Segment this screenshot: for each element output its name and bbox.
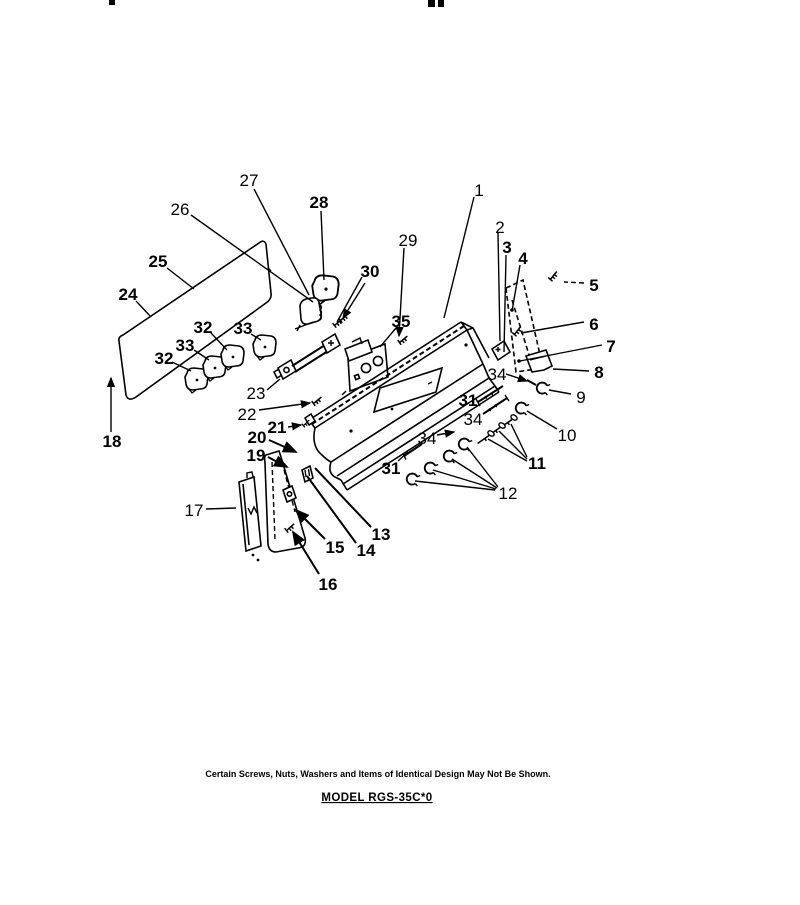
- leader-line: [549, 390, 571, 394]
- leader-line: [268, 457, 287, 467]
- leader-line: [167, 268, 194, 289]
- callout-5: 5: [589, 276, 599, 295]
- callout-33: 33: [175, 336, 195, 355]
- callout-28: 28: [309, 193, 329, 212]
- leader-line: [337, 277, 365, 322]
- callout-33: 33: [233, 319, 253, 338]
- retaining-clip: [424, 461, 439, 475]
- surface-switch-assembly: [342, 336, 408, 395]
- callout-16: 16: [318, 575, 338, 594]
- leader-line: [444, 197, 474, 318]
- retaining-clip: [458, 437, 473, 451]
- callout-13: 13: [371, 525, 391, 544]
- callout-6: 6: [589, 315, 599, 334]
- callout-20: 20: [247, 428, 267, 447]
- cropped-text-fragment: [109, 0, 444, 7]
- footer: [205, 769, 550, 804]
- callout-31: 31: [381, 459, 401, 478]
- leader-line: [288, 425, 301, 427]
- callout-2: 2: [495, 218, 505, 237]
- callout-31: 31: [458, 391, 478, 410]
- callout-34: 34: [487, 365, 507, 384]
- right-end-bracket: [506, 272, 559, 372]
- callout-17: 17: [184, 501, 204, 520]
- callout-21: 21: [267, 418, 287, 437]
- leader-line: [504, 255, 506, 352]
- screw: [311, 397, 322, 406]
- leader-line: [564, 282, 584, 283]
- pin: [527, 380, 536, 385]
- retaining-clip: [536, 381, 551, 395]
- leader-line: [267, 379, 280, 390]
- leader-line: [506, 374, 527, 381]
- callout-9: 9: [576, 388, 586, 407]
- leader-line: [521, 322, 584, 333]
- callout-7: 7: [606, 337, 616, 356]
- callout-14: 14: [356, 541, 376, 560]
- switch-knob-assembly: [295, 275, 339, 331]
- callout-4: 4: [518, 249, 528, 268]
- leader-line: [293, 532, 319, 574]
- retaining-clip: [406, 472, 421, 486]
- callout-27: 27: [239, 171, 259, 190]
- leader-line: [321, 211, 324, 280]
- screw: [397, 336, 408, 345]
- callout-32: 32: [154, 349, 174, 368]
- left-side-plate: [239, 472, 261, 561]
- left-end-cap: [265, 420, 313, 552]
- callout-10: 10: [557, 426, 577, 445]
- callout-23: 23: [246, 384, 266, 403]
- model-number: MODEL RGS-35C*0: [321, 792, 433, 804]
- callout-26: 26: [170, 200, 190, 219]
- footer-note: Certain Screws, Nuts, Washers and Items of Identical Design May Not Be Shown.: [205, 769, 551, 779]
- callout-3: 3: [502, 238, 512, 257]
- clock-assembly: [274, 334, 340, 406]
- leader-line: [520, 345, 602, 361]
- callout-8: 8: [594, 363, 604, 382]
- leader-line: [206, 508, 236, 509]
- callout-25: 25: [148, 252, 168, 271]
- leader-line: [136, 301, 151, 317]
- callout-32: 32: [193, 318, 213, 337]
- callout-11: 11: [528, 454, 546, 473]
- callout-24: 24: [118, 285, 138, 304]
- leader-line: [527, 411, 557, 429]
- retaining-clip: [515, 401, 530, 415]
- leader-line: [498, 233, 500, 341]
- callout-18: 18: [102, 432, 122, 451]
- leader-line: [553, 369, 589, 371]
- callout-34: 34: [463, 410, 483, 429]
- leader-line: [488, 424, 527, 461]
- callout-34: 34: [417, 429, 437, 448]
- leader-line: [259, 403, 310, 410]
- leader-line: [269, 440, 296, 452]
- callout-19: 19: [246, 446, 266, 465]
- callout-22: 22: [237, 405, 257, 424]
- callout-30: 30: [360, 262, 380, 281]
- control-knob: [221, 345, 244, 370]
- leader-line: [194, 350, 209, 360]
- callout-15: 15: [325, 538, 345, 557]
- callout-29: 29: [398, 231, 418, 250]
- leader-line: [512, 265, 520, 311]
- control-knob: [253, 335, 276, 360]
- screw: [547, 272, 559, 283]
- leader-line: [437, 432, 454, 435]
- callout-1: 1: [474, 181, 484, 200]
- callout-35: 35: [391, 312, 411, 331]
- callout-12: 12: [498, 484, 518, 503]
